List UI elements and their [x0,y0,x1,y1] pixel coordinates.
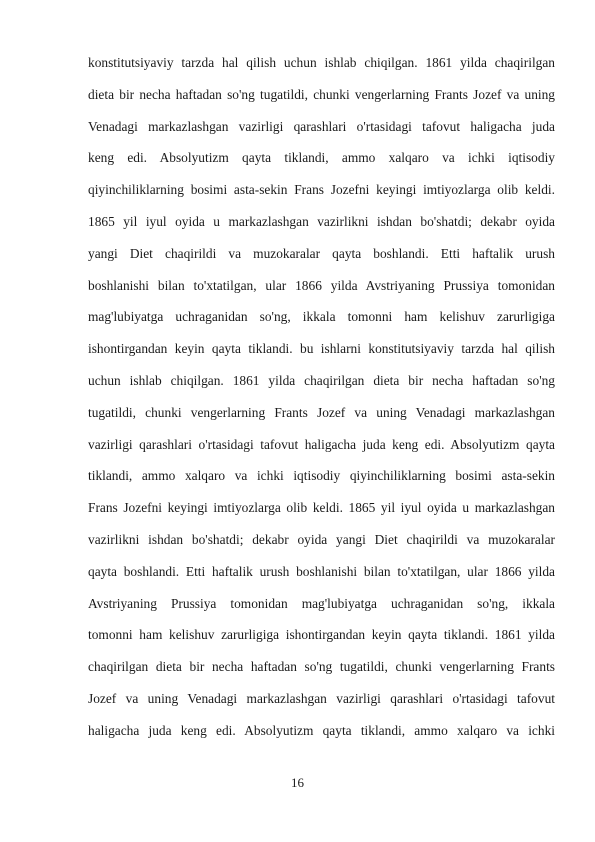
text-line: yangi Diet chaqirildi va muzokaralar qayta boshlandi. Etti haftalik urush [88,245,555,261]
text-line: vazirlikni ishdan bo'shatdi; dekabr oyida yangi Diet chaqirildi va muzokaralar [88,531,555,547]
text-line: haligacha juda keng edi. Absolyutizm qayta tiklandi, ammo xalqaro va ichki [88,722,555,738]
text-line: tomonni ham kelishuv zarurligiga ishontirgandan keyin qayta tiklandi. 1861 yilda [88,627,555,643]
text-line: tugatildi, chunki vengerlarning Frants Jozef va uning Venadagi markazlashgan [88,404,555,420]
text-line: mag'lubiyatga uchraganidan so'ng, ikkala tomonni ham kelishuv zarurligiga [88,309,555,325]
text-line: dieta bir necha haftadan so'ng tugatildi, chunki vengerlarning Frants Jozef va uning [88,86,555,102]
text-line: konstitutsiyaviy tarzda hal qilish uchun ishlab chiqilgan. 1861 yilda chaqirilgan [88,55,555,70]
text-line: ishontirgandan keyin qayta tiklandi. bu ishlarni konstitutsiyaviy tarzda hal qilish [88,341,555,357]
text-line: keng edi. Absolyutizm qayta tiklandi, ammo xalqaro va ichki iqtisodiy [88,150,555,166]
text-line: tiklandi, ammo xalqaro va ichki iqtisodiy qiyinchiliklarning bosimi asta-sekin [88,468,555,484]
text-line: qiyinchiliklarning bosimi asta-sekin Frans Jozefni keyingi imtiyozlarga olib keldi. [88,182,555,198]
text-line: Frans Jozefni keyingi imtiyozlarga olib keldi. 1865 yil iyul oyida u markazlashgan [88,500,555,516]
text-line: qayta boshlandi. Etti haftalik urush boshlanishi bilan to'xtatilgan, ular 1866 yilda [88,563,555,579]
body-text [88,52,555,752]
text-line: chaqirilgan dieta bir necha haftadan so'ng tugatildi, chunki vengerlarning Frants [88,659,555,675]
text-line: Jozef va uning Venadagi markazlashgan vazirligi qarashlari o'rtasidagi tafovut [88,690,555,706]
text-line: Venadagi markazlashgan vazirligi qarashlari o'rtasidagi tafovut haligacha juda [88,118,555,134]
text-line: boshlanishi bilan to'xtatilgan, ular 1866 yilda Avstriyaning Prussiya tomonidan [88,277,555,293]
text-line: Avstriyaning Prussiya tomonidan mag'lubiyatga uchraganidan so'ng, ikkala [88,595,555,611]
text-line: uchun ishlab chiqilgan. 1861 yilda chaqirilgan dieta bir necha haftadan so'ng [88,372,555,388]
text-line: vazirligi qarashlari o'rtasidagi tafovut haligacha juda keng edi. Absolyutizm qayta [88,436,555,452]
text-line: 1865 yil iyul oyida u markazlashgan vazirlikni ishdan bo'shatdi; dekabr oyida [88,213,555,229]
page-number: 16 [291,775,304,790]
